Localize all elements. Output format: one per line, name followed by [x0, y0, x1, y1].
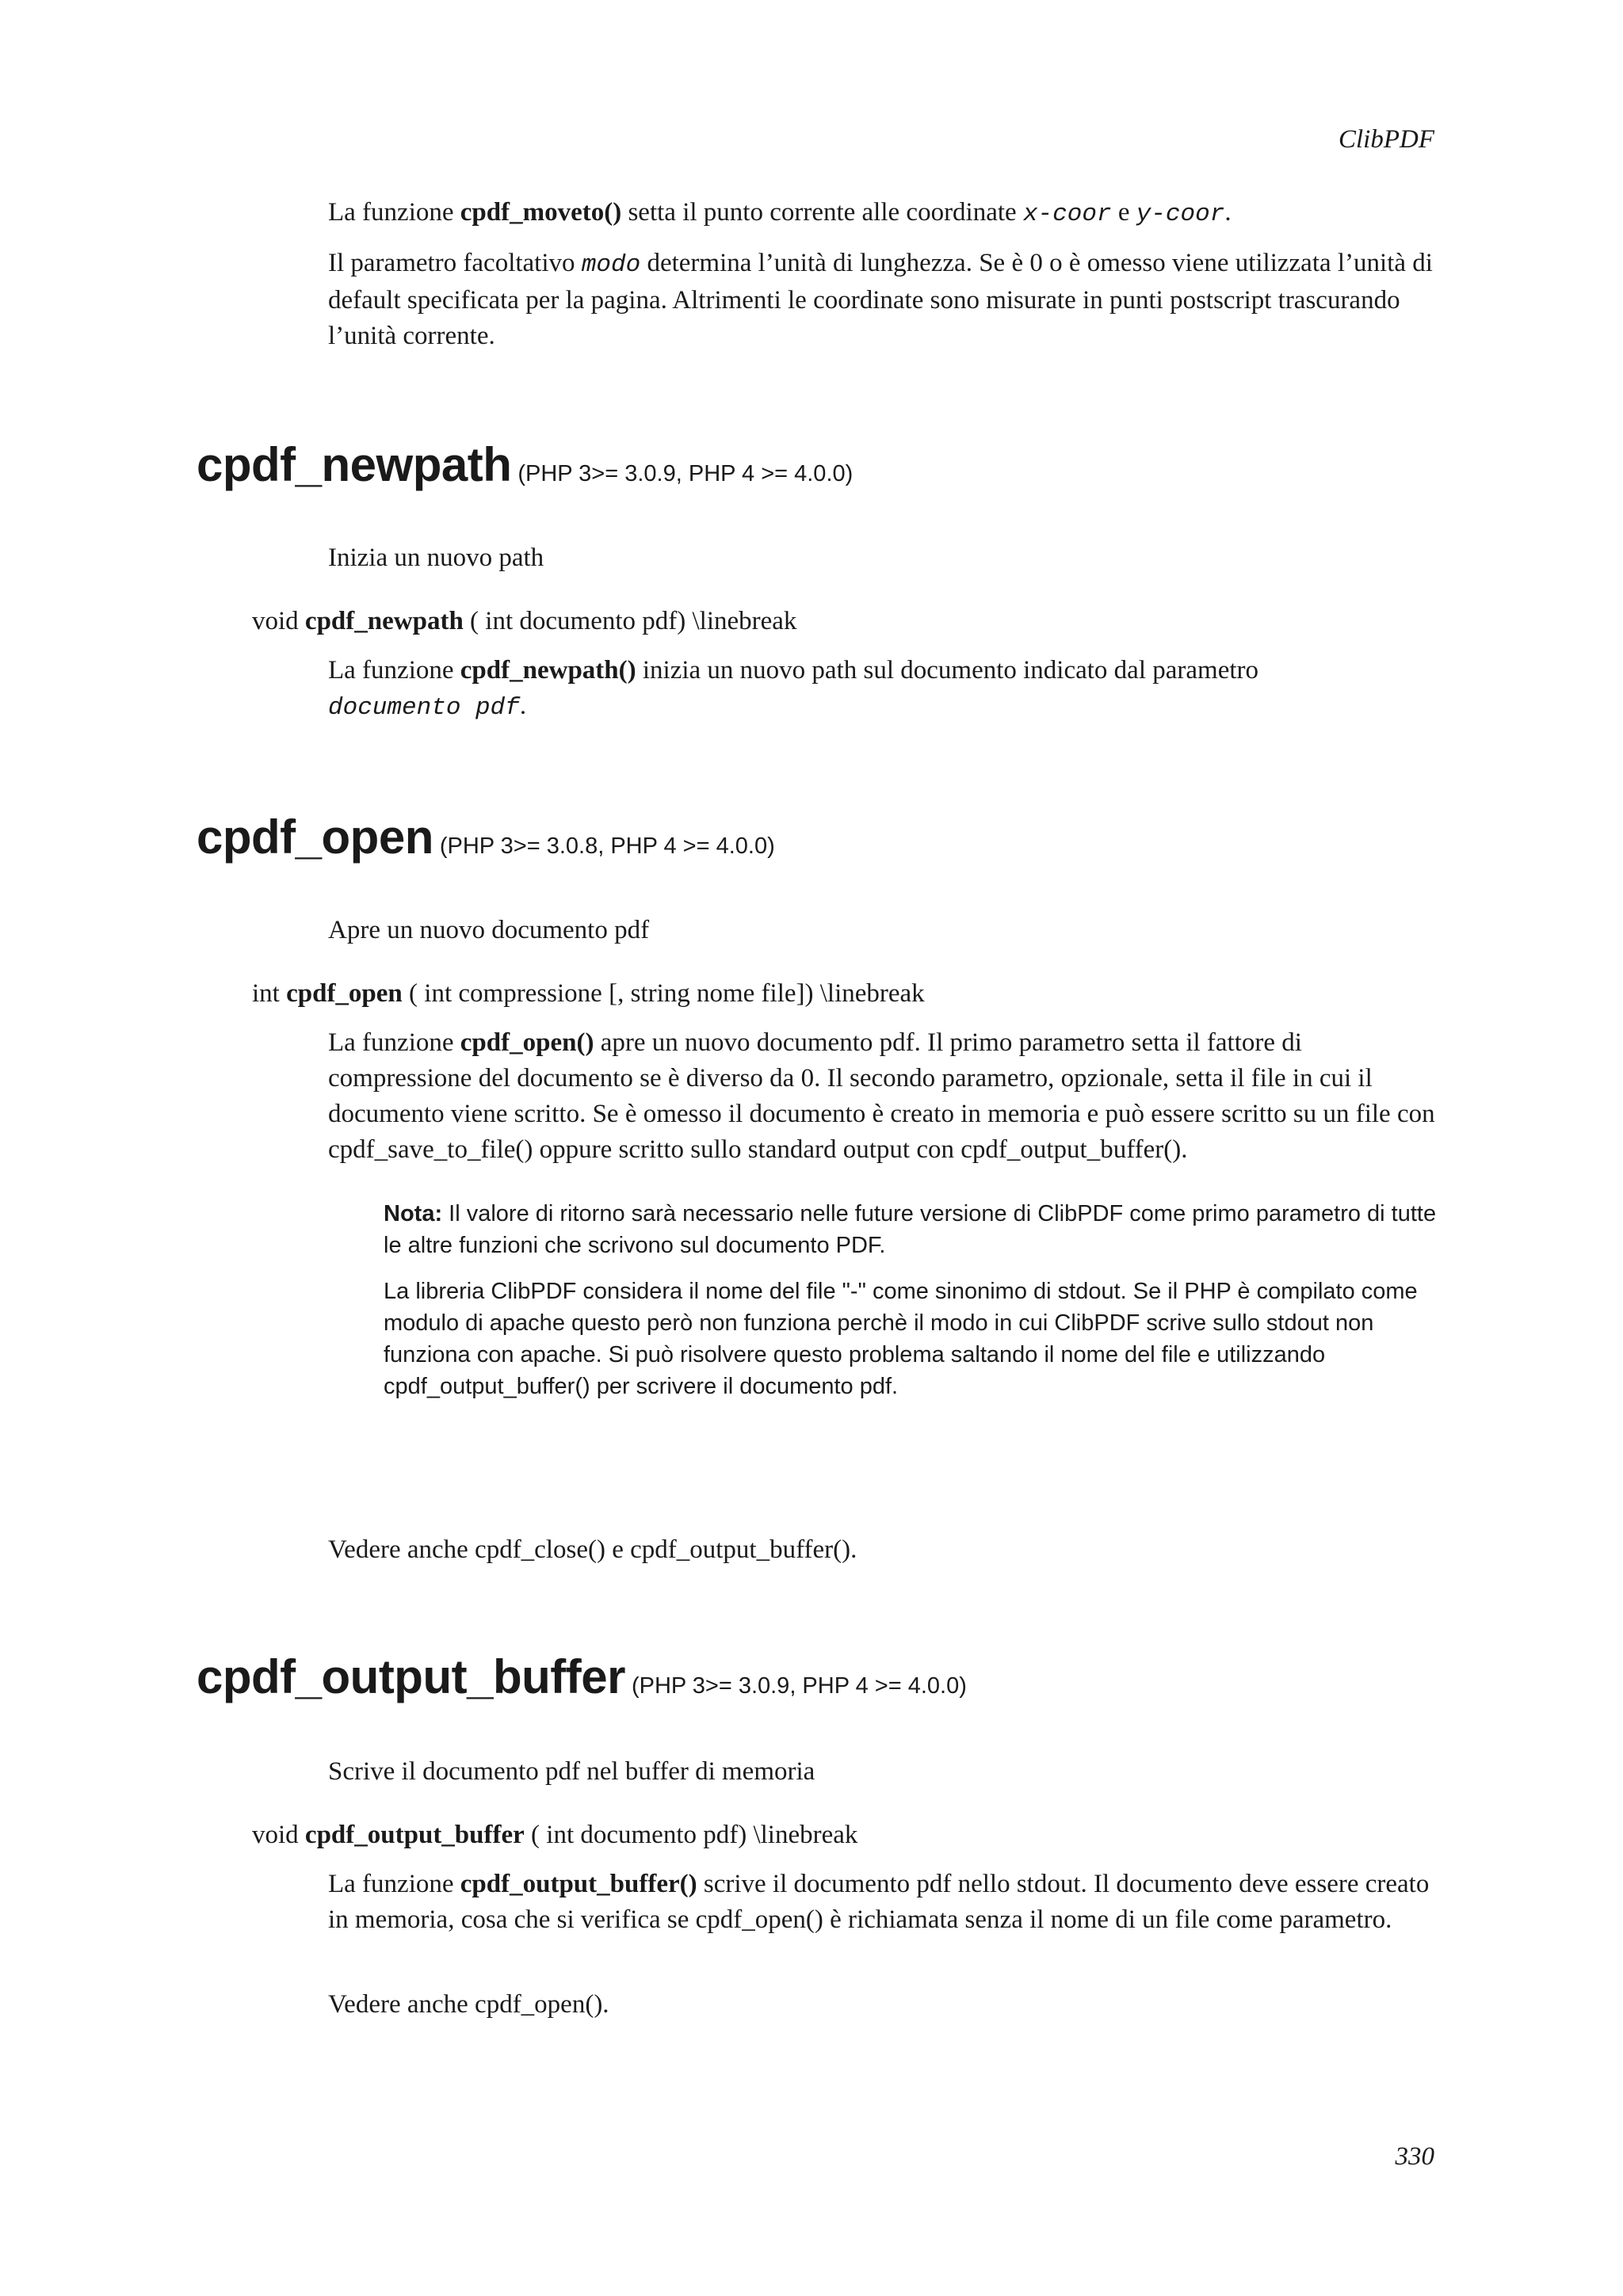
function-synopsis: int cpdf_open ( int compressione [, string nome file]) \linebreak	[252, 979, 925, 1008]
page-number: 330	[1395, 2142, 1434, 2171]
moveto-mode-description: Il parametro facoltativo modo determina l’unità di lunghezza. Se è 0 o è omesso viene utilizzata l’unità di default specificata per la pagina. Altrimenti le coordinate sono misurate in punti postscript trascurando l’unità corrente.	[328, 249, 1433, 350]
function-summary: Scrive il documento pdf nel buffer di memoria	[328, 1757, 815, 1786]
function-description: La funzione cpdf_open() apre un nuovo documento pdf. Il primo parametro setta il fattore di compressione del documento se è diverso da 0. Il secondo parametro, opzionale, setta il file in cui il documento viene scritto. Se è omesso il documento è creato in memoria e può essere scritto su un file con cpdf_save_to_file() oppure scritto sullo standard output con cpdf_output_buffer().	[328, 1028, 1435, 1164]
section-title-output-buffer	[197, 1650, 967, 1704]
function-description: La funzione cpdf_output_buffer() scrive il documento pdf nello stdout. Il documento deve essere creato in memoria, cosa che si verifica se cpdf_open() è richiamata senza il nome di un file come parametro.	[328, 1870, 1430, 1934]
function-name: cpdf_output_buffer()	[460, 1870, 697, 1898]
function-name: cpdf_newpath()	[460, 656, 636, 685]
function-title: cpdf_open	[197, 810, 433, 864]
note-label: Nota:	[384, 1201, 443, 1226]
function-synopsis: void cpdf_newpath ( int documento pdf) \linebreak	[252, 607, 797, 635]
function-title: cpdf_newpath	[197, 438, 512, 491]
see-also: Vedere anche cpdf_open().	[328, 1990, 609, 2019]
function-synopsis: void cpdf_output_buffer ( int documento pdf) \linebreak	[252, 1821, 858, 1849]
function-name: cpdf_moveto()	[460, 198, 622, 227]
function-description: La funzione cpdf_newpath() inizia un nuovo path sul documento indicato dal parametro documento pdf.	[328, 656, 1259, 722]
section-title-open	[197, 810, 775, 864]
function-summary: Inizia un nuovo path	[328, 543, 544, 572]
function-name: cpdf_open()	[460, 1028, 594, 1057]
version-info: (PHP 3>= 3.0.8, PHP 4 >= 4.0.0)	[439, 833, 775, 859]
moveto-description: La funzione cpdf_moveto() setta il punto corrente alle coordinate x-coor e y-coor.	[328, 198, 1232, 228]
section-title-newpath	[197, 437, 853, 492]
parameter-name: modo	[581, 251, 641, 279]
version-info: (PHP 3>= 3.0.9, PHP 4 >= 4.0.0)	[631, 1673, 967, 1699]
parameter-name: y-coor	[1136, 200, 1225, 228]
function-summary: Apre un nuovo documento pdf	[328, 916, 650, 944]
note-paragraph: La libreria ClibPDF considera il nome del file "-" come sinonimo di stdout. Se il PHP è compilato come modulo di apache questo però non funziona perchè il modo in cui ClibPDF scrive sullo stdout non funziona con apache. Si può risolvere questo problema saltando il nome del file e utilizzando cpdf_output_buffer() per scrivere il documento pdf.	[384, 1279, 1418, 1399]
parameter-name: x-coor	[1022, 200, 1112, 228]
note-paragraph: Nota: Il valore di ritorno sarà necessario nelle future versione di ClibPDF come primo parametro di tutte le altre funzioni che scrivono sul documento PDF.	[384, 1201, 1437, 1258]
function-title: cpdf_output_buffer	[197, 1650, 625, 1703]
see-also: Vedere anche cpdf_close() e cpdf_output_buffer().	[328, 1535, 857, 1564]
running-header: ClibPDF	[1338, 125, 1434, 154]
parameter-name: documento pdf	[328, 694, 520, 722]
version-info: (PHP 3>= 3.0.9, PHP 4 >= 4.0.0)	[517, 461, 854, 486]
